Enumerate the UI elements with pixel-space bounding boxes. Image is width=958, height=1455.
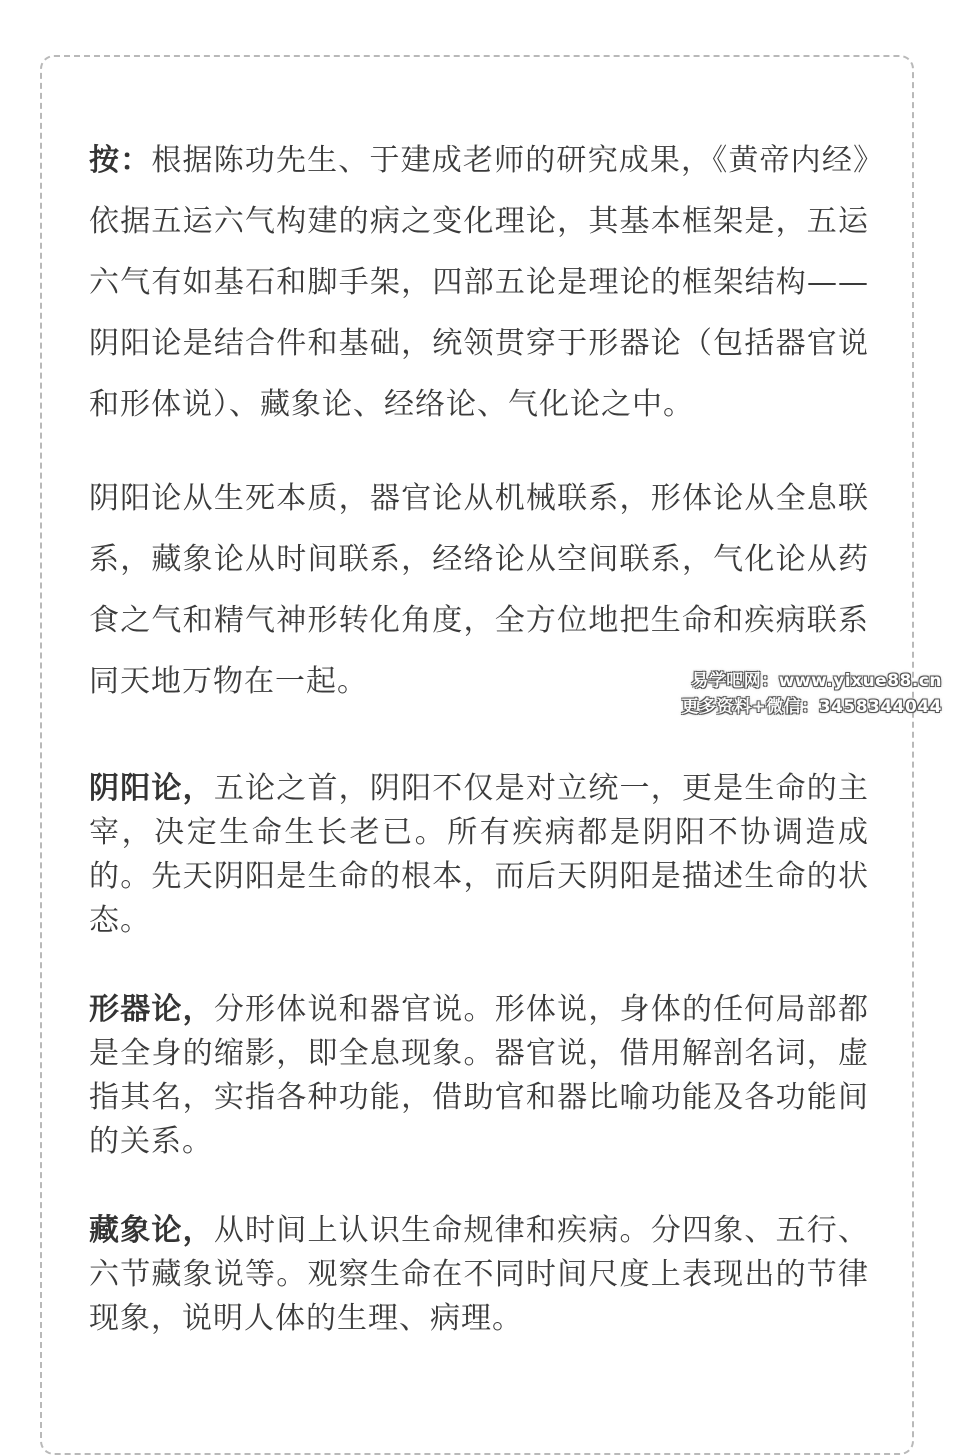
- paragraph-lead: 藏象论，: [89, 1213, 214, 1248]
- paragraph-text: 五论之首，阴阳不仅是对立统一，更是生命的主宰，决定生命生长老已。所有疾病都是阴阳不协调造成的。先天阴阳是生命的根本，而后天阴阳是描述生命的状态。: [89, 771, 870, 938]
- paragraph-lead: 形器论，: [89, 992, 214, 1027]
- paragraph-intro: [89, 130, 869, 435]
- paragraph-zangxiang: [89, 1209, 869, 1341]
- paragraph-lead: 阴阳论，: [89, 771, 214, 806]
- watermark-line-1: 易学吧网：www.yixue88.cn: [691, 671, 942, 691]
- paragraph-text: 从时间上认识生命规律和疾病。分四象、五行、六节藏象说等。观察生命在不同时间尺度上表现出的节律现象，说明人体的生理、病理。: [89, 1213, 870, 1336]
- paragraph-yinyang: [89, 767, 869, 943]
- paragraph-xingqi: [89, 988, 869, 1164]
- watermark-line-2: 更多资料+微信：3458344044: [681, 697, 942, 717]
- paragraph-text: 根据陈功先生、于建成老师的研究成果，《黄帝内经》依据五运六气构建的病之变化理论，其基本框架是，五运六气有如基石和脚手架，四部五论是理论的框架结构——阴阳论是结合件和基础，统领贯穿于形器论（包括器官说和形体说）、藏象论、经络论、气化论之中。: [89, 143, 870, 422]
- paragraph-lead: 按：: [89, 143, 152, 178]
- paragraph-text: 阴阳论从生死本质，器官论从机械联系，形体论从全息联系，藏象论从时间联系，经络论从空间联系，气化论从药食之气和精气神形转化角度，全方位地把生命和疾病联系同天地万物在一起。: [89, 481, 869, 699]
- paragraph-text: 分形体说和器官说。形体说，身体的任何局部都是全身的缩影，即全息现象。器官说，借用解剖名词，虚指其名，实指各种功能，借助官和器比喻功能及各功能间的关系。: [89, 992, 870, 1159]
- site-watermark: [681, 668, 942, 720]
- article-body: [89, 130, 869, 1341]
